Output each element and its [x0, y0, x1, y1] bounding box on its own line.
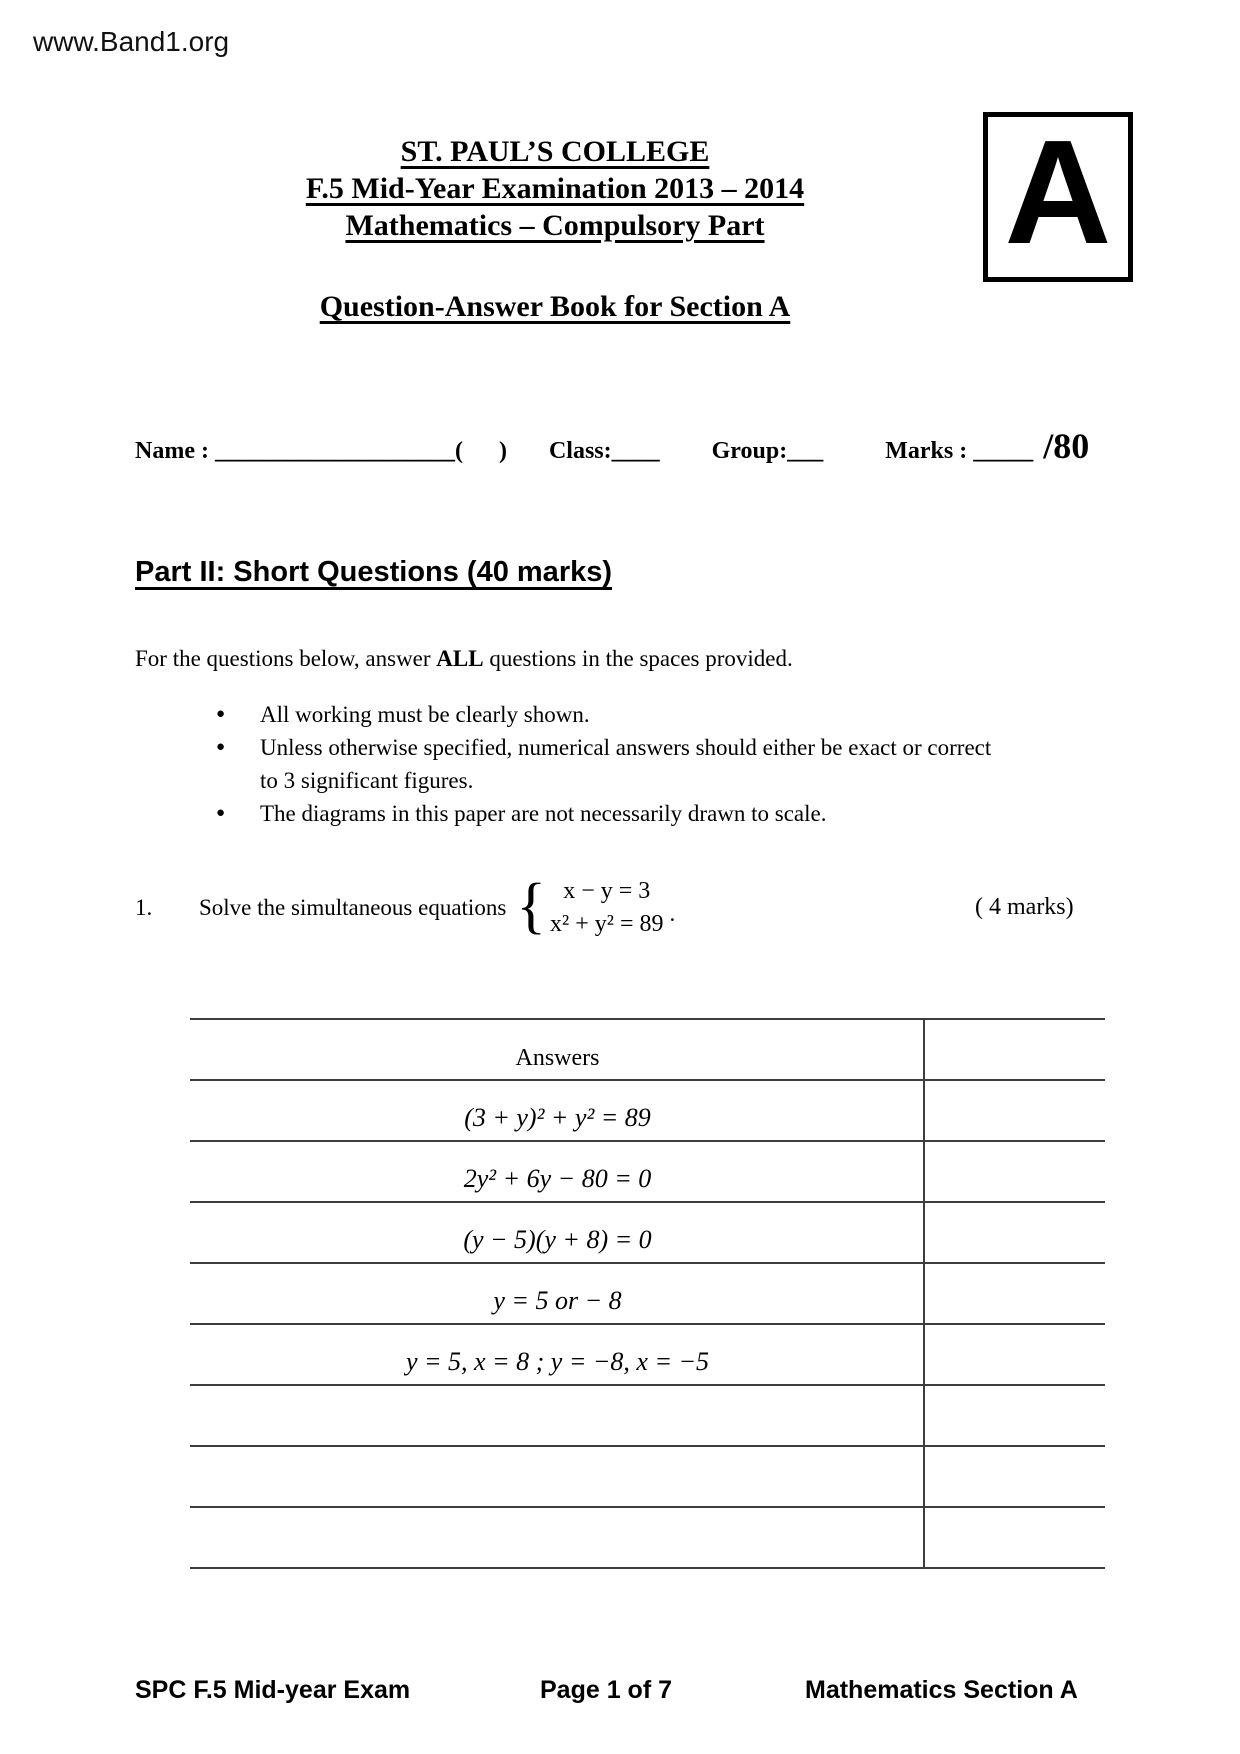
class-label: Class:	[548, 438, 612, 464]
instruction-bullets	[216, 698, 1016, 830]
answers-header: Answers	[515, 1045, 600, 1071]
marks-label: Marks :	[885, 438, 974, 464]
bullet-item: ● Unless otherwise specified, numerical answers should either be exact or correct to 3 significant figures.	[216, 731, 1016, 797]
working-line: y = 5, x = 8 ; y = −8, x = −5	[405, 1347, 710, 1376]
table-row	[190, 1203, 1105, 1264]
bullet-icon: ●	[216, 706, 226, 722]
working-line: y = 5 or − 8	[493, 1286, 622, 1315]
equation-1: x − y = 3	[563, 878, 651, 904]
footer-page-number: Page 1 of 7	[540, 1676, 672, 1704]
marks-column-divider	[923, 1020, 925, 1569]
exam-title: F.5 Mid-Year Examination 2013 – 2014	[305, 172, 805, 205]
section-letter: A	[1004, 110, 1112, 275]
question-prompt: Solve the simultaneous equations	[199, 895, 507, 920]
footer-exam-name: SPC F.5 Mid-year Exam	[135, 1676, 411, 1704]
working-line: (3 + y)² + y² = 89	[464, 1103, 651, 1132]
bullet-icon: ●	[216, 739, 226, 755]
table-row	[190, 1264, 1105, 1325]
table-row	[190, 1508, 1105, 1569]
equation-system	[516, 872, 676, 941]
question-number: 1.	[135, 895, 153, 920]
system-brace: {	[516, 872, 547, 940]
marks-total: /80	[1043, 426, 1090, 466]
table-row	[190, 1325, 1105, 1386]
site-watermark: www.Band1.org	[33, 26, 230, 57]
question-1	[135, 870, 1135, 946]
working-line: 2y² + 6y − 80 = 0	[463, 1164, 652, 1193]
answer-table	[190, 1018, 1105, 1569]
marks-blank: _____	[973, 438, 1034, 464]
bullet-item: ● The diagrams in this paper are not necessarily drawn to scale.	[216, 797, 1016, 830]
working-line: (y − 5)(y + 8) = 0	[463, 1225, 652, 1254]
working-line	[190, 1447, 925, 1506]
class-blank: ____	[611, 438, 660, 464]
equation-2: x² + y² = 89	[550, 911, 664, 937]
name-label: Name :	[135, 438, 215, 464]
part2-heading: Part II: Short Questions (40 marks)	[135, 556, 613, 588]
book-title: Question-Answer Book for Section A	[319, 290, 791, 323]
bullet-icon: ●	[216, 805, 226, 821]
table-row	[190, 1142, 1105, 1203]
name-blank: ____________________	[214, 438, 455, 464]
working-line	[190, 1386, 925, 1445]
bullet-item: ● All working must be clearly shown.	[216, 698, 1016, 731]
exam-subject: Mathematics – Compulsory Part	[345, 209, 765, 242]
class-number-parens: ( )	[454, 438, 507, 464]
group-label: Group:	[711, 438, 788, 464]
table-row	[190, 1386, 1105, 1447]
group-blank: ___	[787, 438, 824, 464]
footer-section-name: Mathematics Section A	[805, 1676, 1078, 1704]
table-row	[190, 1081, 1105, 1142]
question-marks: ( 4 marks)	[975, 894, 1074, 920]
table-row	[190, 1447, 1105, 1508]
student-info-line	[135, 425, 1195, 467]
section-letter-box	[983, 112, 1133, 282]
working-line	[190, 1508, 925, 1567]
system-period: .	[669, 901, 676, 926]
school-name: ST. PAUL’S COLLEGE	[400, 135, 710, 168]
table-row	[190, 1020, 1105, 1081]
instructions-intro: For the questions below, answer ALL questions in the spaces provided.	[135, 646, 793, 671]
exam-header	[115, 133, 995, 244]
